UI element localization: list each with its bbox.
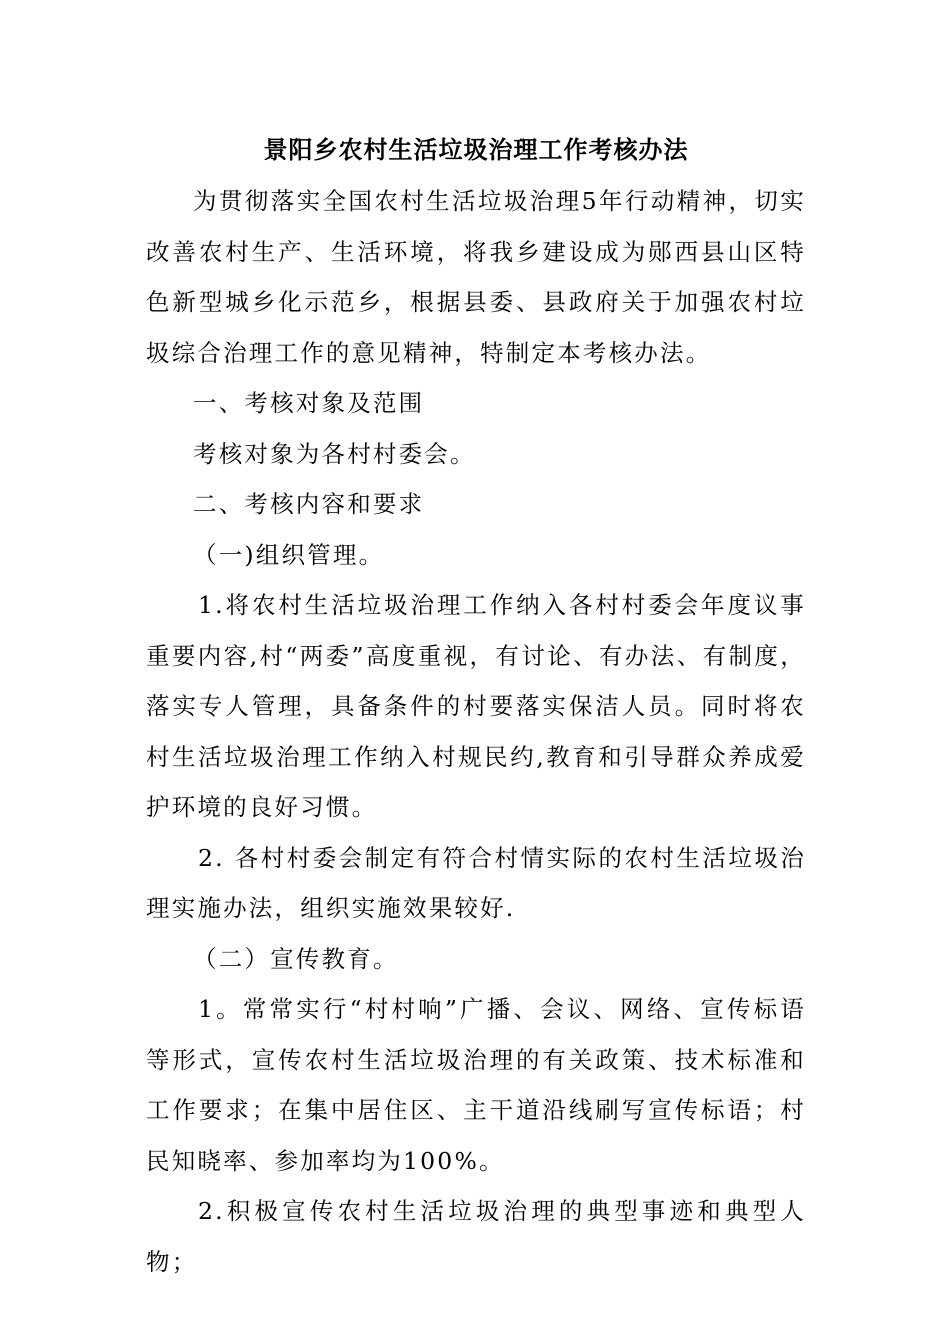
document-title: 景阳乡农村生活垃圾治理工作考核办法 [263,135,689,164]
intro-paragraph: 为贯彻落实全国农村生活垃圾治理5年行动精神，切实改善农村生产、生活环境，将我乡建设成为郧西县山区特色新型城乡化示范乡，根据县委、县政府关于加强农村垃圾综合治理工作的意见精神，特制定本考核办法。 [146,187,806,367]
document-page [146,128,806,1287]
item-2-1: 1。常常实行“村村响”广播、会议、网络、宣传标语等形式，宣传农村生活垃圾治理的有关政策、技术标准和工作要求；在集中居住区、主干道沿线刷写宣传标语；村民知晓率、参加率均为100%。 [146,995,806,1175]
section-heading-2: 二、考核内容和要求 [193,490,425,518]
section-1-body: 考核对象为各村村委会。 [193,439,476,468]
item-1-2: 2. 各村村委会制定有符合村情实际的农村生活垃圾治理实施办法，组织实施效果较好. [146,843,806,922]
subsection-heading-2: （二）宣传教育。 [193,944,399,973]
subsection-heading-1: （一)组织管理。 [193,540,385,569]
item-1-1: 1.将农村生活垃圾治理工作纳入各村村委会年度议事重要内容,村“两委”高度重视，有讨论、有办法、有制度，落实专人管理，具备条件的村要落实保洁人员。同时将农村生活垃圾治理工作纳入村规民约,教育和引导群众养成爱护环境的良好习惯。 [146,591,806,821]
item-2-2: 2.积极宣传农村生活垃圾治理的典型事迹和典型人物； [146,1197,806,1276]
section-heading-1: 一、考核对象及范围 [193,389,425,417]
